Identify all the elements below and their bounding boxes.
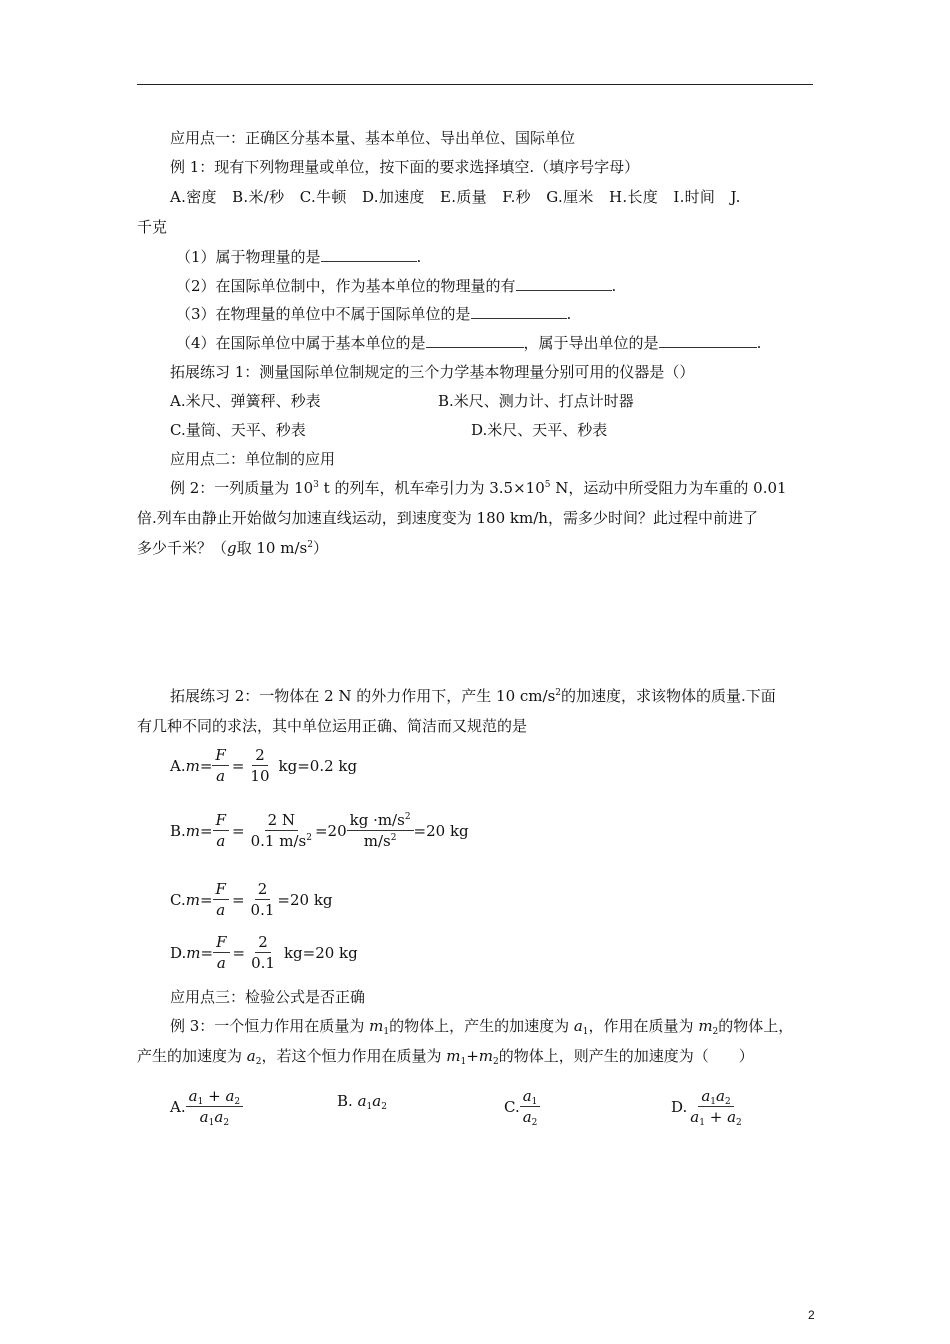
answer-blank[interactable] [471, 304, 567, 319]
fraction: $\frac{2 N}{0.1 m/s^2}$ [250, 811, 312, 850]
extension-1-option-c: C.量筒、天平、秒表 [170, 421, 306, 439]
fraction: $\frac{F}{a}$ [213, 880, 229, 919]
fraction: $\frac{F}{a}$ [213, 933, 229, 972]
example-3-option-d: D. $\frac{a_1a_2}{a_1 + a_2}$ [671, 1087, 745, 1126]
example-2-line-1: 例 2：一列质量为 $10^3$ t 的列车，机车牵引力为 $3.5\times 10^5$ N，运动中所受阻力为车重的 0.01 [170, 479, 787, 497]
fraction: $\frac{a_1 + a_2}{a_1a_2}$ [186, 1087, 244, 1126]
example-3-line-2: 产生的加速度为 $a_2$，若这个恒力作用在质量为 $m_1+m_2$的物体上，则产生的加速度为（ ） [137, 1047, 754, 1067]
example-3-option-b: B. $a_1a_2$ [337, 1092, 387, 1112]
extension-2-option-a: A. m = $\frac{F}{a}$ = $\frac{2}{10}$ kg=0.2 kg [170, 746, 358, 785]
section-3-heading: 应用点三：检验公式是否正确 [170, 988, 366, 1006]
fraction: $\frac{2}{0.1}$ [251, 933, 275, 972]
example-3-line-1: 例 3：一个恒力作用在质量为 $m_1$的物体上，产生的加速度为 $a_1$，作用在质量为 $m_2$的物体上， [170, 1017, 794, 1037]
example-1-choices-cont: 千克 [137, 218, 168, 236]
header-rule [137, 84, 813, 85]
extension-1-option-d: D.米尺、天平、秒表 [471, 421, 608, 439]
example-2-line-2: 倍.列车由静止开始做匀加速直线运动，到速度变为 180 km/h，需多少时间？此过程中前进了 [137, 509, 758, 527]
fraction: $\frac{a_1a_2}{a_1 + a_2}$ [690, 1087, 742, 1128]
fraction: $\frac{2}{0.1}$ [250, 880, 275, 919]
example-1-q3: （3）在物理量的单位中不属于国际单位的是 . [176, 305, 572, 323]
answer-blank[interactable] [426, 333, 524, 348]
answer-blank[interactable] [659, 333, 757, 348]
fraction: $\frac{a_1}{a_2}$ [520, 1087, 541, 1126]
answer-blank[interactable] [516, 276, 612, 291]
extension-2-option-c: C. m = $\frac{F}{a}$ = $\frac{2}{0.1}$ =20 kg [170, 880, 333, 919]
section-1-heading: 应用点一：正确区分基本量、基本单位、导出单位、国际单位 [170, 129, 576, 147]
example-3-option-a: A. $\frac{a_1 + a_2}{a_1a_2}$ [170, 1087, 243, 1126]
fraction: $\frac{kg \cdot m/s^2}{m/s^2}$ [347, 811, 414, 850]
example-1-choices: A.密度 B.米/秒 C.牛顿 D.加速度 E.质量 F.秒 G.厘米 H.长度 I.时间 J. [170, 188, 741, 206]
fraction: $\frac{F}{a}$ [212, 746, 228, 785]
extension-1-title: 拓展练习 1：测量国际单位制规定的三个力学基本物理量分别可用的仪器是（） [170, 363, 695, 381]
extension-1-option-b: B.米尺、测力计、打点计时器 [438, 392, 634, 410]
example-2-line-3: 多少千米？（g取 10 $m/s^2$） [137, 539, 328, 557]
page-number: 2 [808, 1308, 815, 1322]
answer-blank[interactable] [321, 247, 417, 262]
section-2-heading: 应用点二：单位制的应用 [170, 450, 336, 468]
extension-2-line-1: 拓展练习 2：一物体在 2 N 的外力作用下，产生 10 $cm/s^2$的加速度，求该物体的质量.下面 [170, 687, 776, 705]
example-1-title: 例 1：现有下列物理量或单位，按下面的要求选择填空.（填序号字母） [170, 158, 640, 176]
extension-1-option-a: A.米尺、弹簧秤、秒表 [170, 392, 321, 410]
example-3-option-c: C. $\frac{a_1}{a_2}$ [504, 1087, 540, 1126]
fraction: $\frac{F}{a}$ [213, 811, 229, 850]
extension-2-line-2: 有几种不同的求法，其中单位运用正确、简洁而又规范的是 [137, 717, 528, 735]
example-1-q4: （4）在国际单位中属于基本单位的是 ，属于导出单位的是 . [176, 334, 762, 352]
fraction: $\frac{2}{10}$ [250, 746, 270, 785]
extension-2-option-d: D. m = $\frac{F}{a}$ = $\frac{2}{0.1}$ kg=20 kg [170, 933, 358, 972]
example-1-q2: （2）在国际单位制中，作为基本单位的物理量的有 . [176, 277, 617, 295]
extension-2-option-b: B. m = $\frac{F}{a}$ = $\frac{2 N}{0.1 m/s^2}$ =20 $\frac{kg \cdot m/s^2}{m/s^2}$ =20 kg [170, 811, 469, 850]
example-1-q1: （1）属于物理量的是 . [176, 248, 422, 266]
